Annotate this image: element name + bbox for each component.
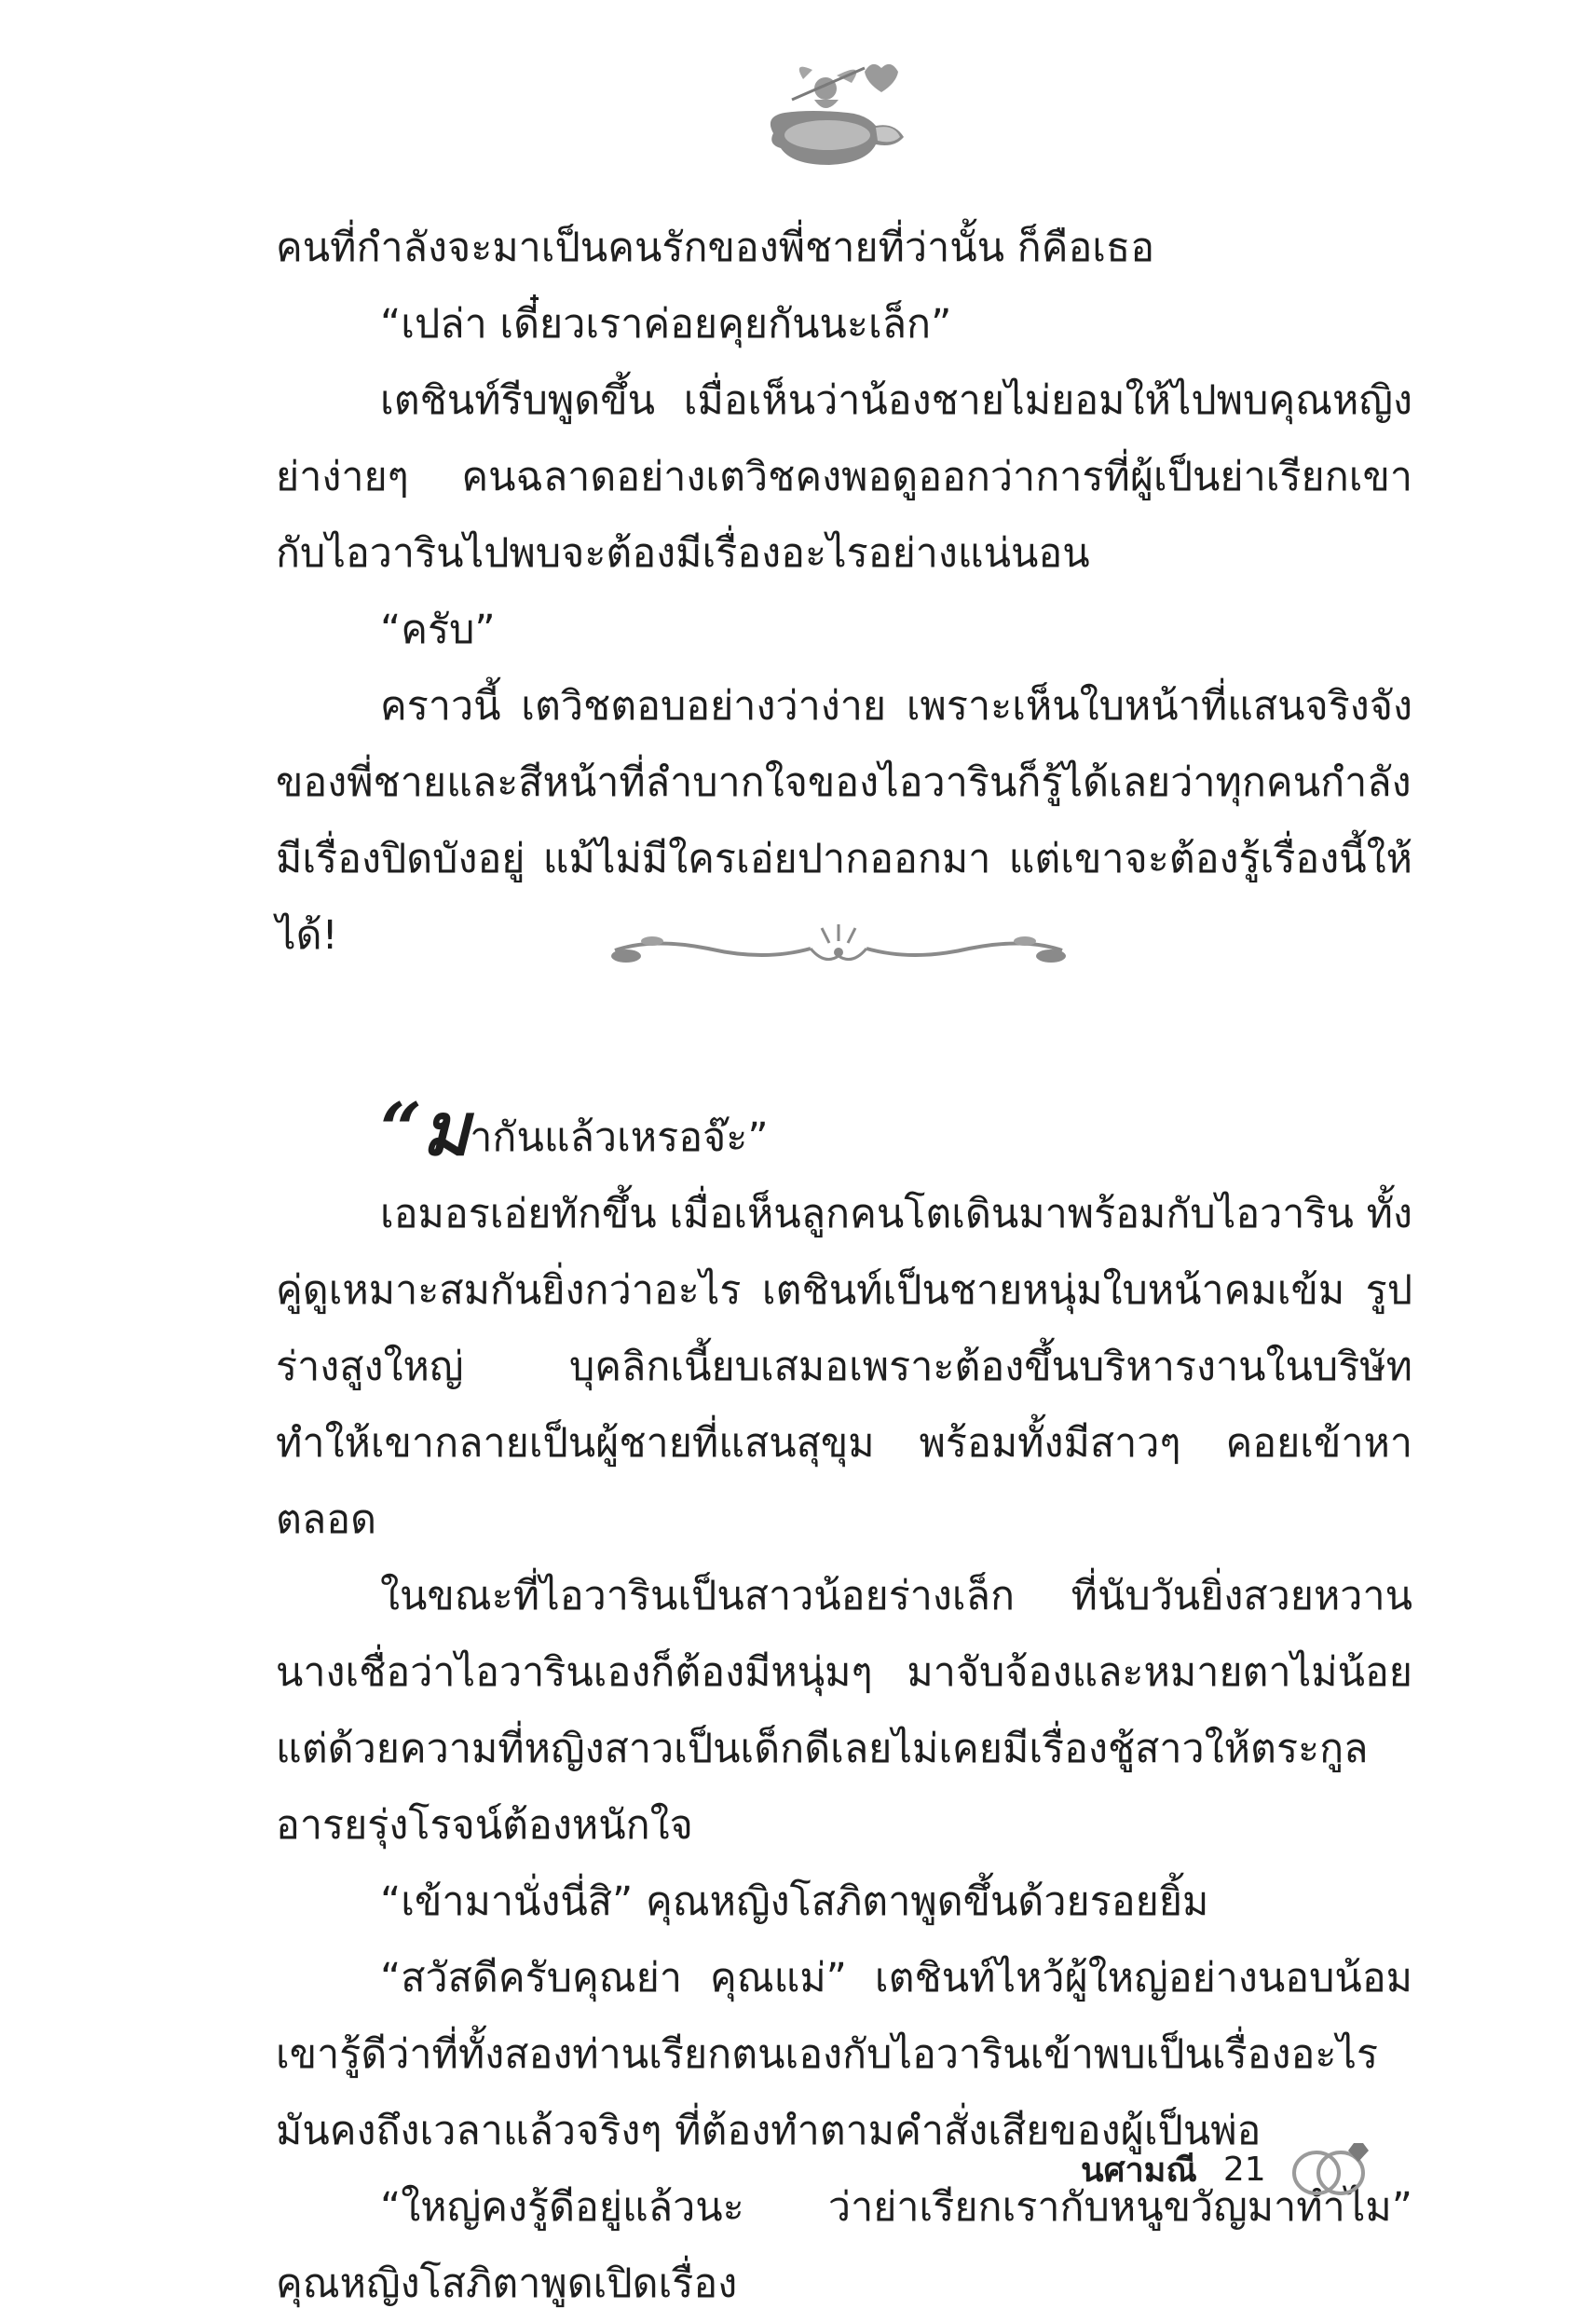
page-footer (1081, 2141, 1374, 2197)
opening-dialogue-rest: ากันแล้วเหรอจ๊ะ” (470, 1114, 769, 1161)
cupid-teapot-ornament-icon (755, 51, 913, 172)
paragraph: เอมอรเอ่ยทักขึ้น เมื่อเห็นลูกคนโตเดินมาพร้อมกับไอวาริน ทั้งคู่ดูเหมาะสมกันยิ่งกว่าอะไร เตชินท์เป็นชายหนุ่มใบหน้าคมเข้ม รูปร่างสูงใหญ่ บุคลิกเนี้ยบเสมอเพราะต้องขึ้นบริหารงานในบริษัท ทำให้เขากลายเป็นผู้ชายที่แสนสุขุม พร้อมทั้งมีสาวๆ คอยเข้าหาตลอด (276, 1191, 1412, 1543)
section-one-text (276, 210, 1412, 974)
dialogue-line: “ครับ” (380, 607, 496, 653)
wedding-rings-icon (1285, 2139, 1374, 2199)
page-number: 21 (1222, 2150, 1266, 2189)
paragraph: คนที่กำลังจะมาเป็นคนรักของพี่ชายที่ว่านั้น ก็คือเธอ (276, 225, 1155, 271)
drop-cap: “ม (380, 1087, 471, 1172)
paragraph: “สวัสดีครับคุณย่า คุณแม่” เตชินท์ไหว้ผู้ใหญ่อย่างนอบน้อม เขารู้ดีว่าที่ทั้งสองท่านเรียกตนเองกับไอวารินเข้าพบเป็นเรื่องอะไร มันคงถึงเวลาแล้วจริงๆ ที่ต้องทำตามคำสั่งเสียของผู้เป็นพ่อ (276, 1955, 1412, 2154)
section-two-text (276, 1087, 1412, 2322)
flourish-divider-icon (596, 915, 1081, 980)
paragraph: ในขณะที่ไอวารินเป็นสาวน้อยร่างเล็ก ที่นับวันยิ่งสวยหวาน นางเชื่อว่าไอวารินเองก็ต้องมีหนุ่มๆ มาจับจ้องและหมายตาไม่น้อย แต่ด้วยความที่หญิงสาวเป็นเด็กดีเลยไม่เคยมีเรื่องชู้สาวให้ตระกูลอารยรุ่งโรจน์ต้องหนักใจ (276, 1573, 1412, 1849)
paragraph: เตชินท์รีบพูดขึ้น เมื่อเห็นว่าน้องชายไม่ยอมให้ไปพบคุณหญิงย่าง่ายๆ คนฉลาดอย่างเตวิชคงพอดูออกว่าการที่ผู้เป็นย่าเรียกเขากับไอวารินไปพบจะต้องมีเรื่องอะไรอย่างแน่นอน (276, 377, 1412, 577)
paragraph: คราวนี้ เตวิชตอบอย่างว่าง่าย เพราะเห็นใบหน้าที่แสนจริงจังของพี่ชายและสีหน้าที่ลำบากใจของไอวารินก็รู้ได้เลยว่าทุกคนกำลังมีเรื่องปิดบังอยู่ แม้ไม่มีใครเอ่ยปากออกมา แต่เขาจะต้องรู้เรื่องนี้ให้ได้! (276, 683, 1412, 959)
dialogue-line: “เปล่า เดี๋ยวเราค่อยคุยกันนะเล็ก” (380, 301, 952, 348)
dialogue-line: “เข้ามานั่งนี่สิ” คุณหญิงโสภิตาพูดขึ้นด้วยรอยยิ้ม (380, 1878, 1209, 1925)
opening-dialogue (276, 1087, 1412, 1176)
paragraph: “ใหญ่คงรู้ดีอยู่แล้วนะ ว่าย่าเรียกเรากับหนูขวัญมาทำไม” คุณหญิงโสภิตาพูดเปิดเรื่อง (276, 2184, 1412, 2307)
author-name: นศามณี (1081, 2151, 1197, 2190)
